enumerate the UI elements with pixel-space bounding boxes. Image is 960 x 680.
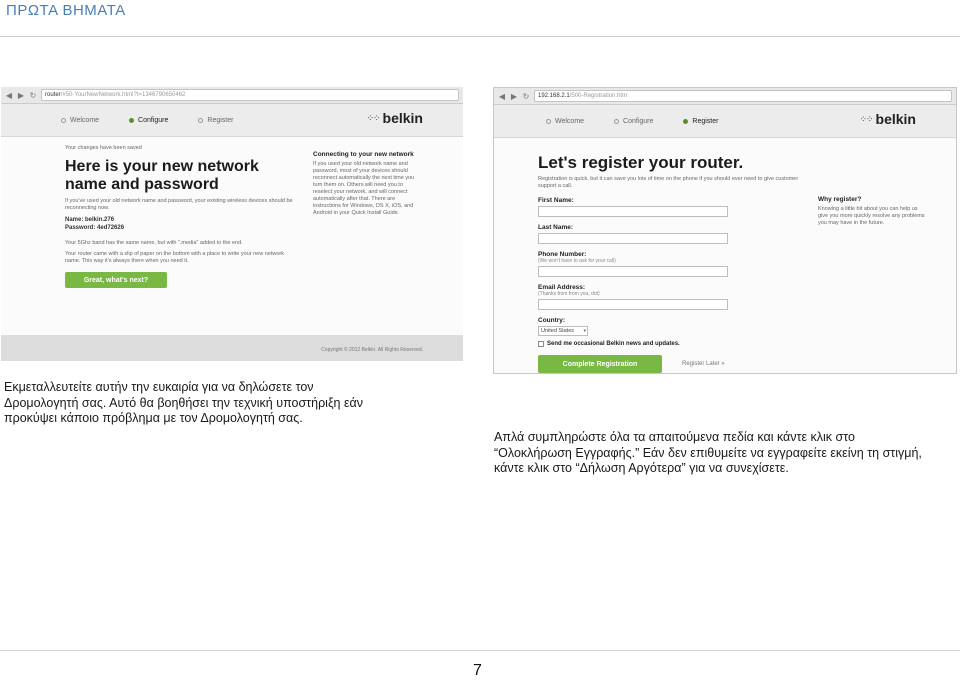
whats-next-button[interactable]: Great, what's next? [65, 272, 167, 288]
saved-notice: Your changes have been saved [65, 145, 142, 151]
intro-text: If you've used your old network name and password, your existing wireless devices should be reconnecting now. [65, 198, 293, 211]
country-select[interactable]: United States ▾ [538, 326, 588, 336]
caption-right: Απλά συμπληρώστε όλα τα απαιτούμενα πεδία και κάντε κλικ στο “Ολοκλήρωση Εγγραφής.” Εάν δεν επιθυμείτε να εγγραφείτε εκείνη τη στιγμή, κάντε κλικ στο “Δήλωση Αργότερα” για να συνεχίσετε. [494, 430, 922, 475]
register-intro: Registration is quick, but it can save you lots of time on the phone if you should ever need to give customer support a call. [538, 176, 799, 189]
reload-icon: ↻ [29, 90, 37, 100]
first-name-field[interactable] [538, 206, 728, 217]
register-actions [538, 355, 956, 373]
network-password: Password: 4ed72626 [65, 225, 125, 231]
page-number: 7 [473, 662, 482, 679]
address-bar: router/#50-YourNewNetwork.html?t=1346790650462 [41, 89, 459, 101]
email-label: Email Address: [538, 284, 586, 291]
step-register: Register [198, 117, 233, 124]
step-register: Register [683, 118, 718, 125]
email-field[interactable] [538, 299, 728, 310]
reload-icon: ↻ [522, 91, 530, 101]
note-card: Your router came with a slip of paper on the bottom with a place to write your new network name. This way it's always there when you need it. [65, 251, 284, 264]
phone-hint: (We won't have to ask for your call) [538, 258, 616, 264]
step-welcome: Welcome [61, 117, 99, 124]
phone-field[interactable] [538, 266, 728, 277]
back-icon: ◀ [498, 91, 506, 101]
forward-icon: ▶ [510, 91, 518, 101]
step-configure: Configure [614, 118, 653, 125]
connect-sidebar: Connecting to your new network If you used your old network name and password, most of your devices should reconnect automatically the next time you turn them on. Others will need you to reselect your network, and will connect automatically after that. There are instructions for Windows, OS X, iOS, and Android in your Quick Install Guide. [313, 151, 415, 216]
first-name-label: First Name: [538, 197, 574, 204]
belkin-logo: ⁘⁘ belkin [859, 111, 916, 127]
complete-registration-button[interactable]: Complete Registration [538, 355, 662, 373]
footer-divider [0, 650, 960, 651]
copyright: Copyright © 2012 Belkin. All Rights Reserved. [321, 347, 423, 353]
newsletter-checkbox[interactable] [538, 341, 544, 347]
newsletter-checkbox-row[interactable]: Send me occasional Belkin news and updates. [538, 341, 956, 347]
screenshot-register [493, 87, 957, 374]
footer-band [1, 335, 463, 361]
caption-left: Εκμεταλλευτείτε αυτήν την ευκαιρία για να δηλώσετε τον Δρομολογητή σας. Αυτό θα βοηθήσει την τεχνική υποστήριξη εάν προκύψει κάποιο πρόβλημα με τον Δρομολογητή σας. [4, 380, 364, 425]
last-name-field[interactable] [538, 233, 728, 244]
last-name-label: Last Name: [538, 224, 574, 231]
configure-content [1, 137, 463, 352]
browser-toolbar [494, 88, 956, 105]
wizard-steps [1, 104, 463, 137]
step-configure: Configure [129, 117, 168, 124]
page-header: ΠΡΩΤΑ ΒΗΜΑΤΑ [6, 2, 126, 19]
address-bar: 192.168.2.1/500-Registration.htm [534, 90, 952, 102]
network-title: Here is your new network name and password [65, 158, 259, 193]
why-register-sidebar: Why register? Knowing a little bit about you can help us give you more quickly resolve any problems you may have in the future. [818, 196, 925, 226]
back-icon: ◀ [5, 90, 13, 100]
phone-label: Phone Number: [538, 251, 587, 258]
forward-icon: ▶ [17, 90, 25, 100]
wizard-steps [494, 105, 956, 138]
header-divider [0, 36, 960, 37]
step-welcome: Welcome [546, 118, 584, 125]
chevron-down-icon: ▾ [583, 328, 586, 334]
screenshot-configure [1, 87, 463, 361]
network-name: Name: belkin.276 [65, 217, 115, 223]
country-label: Country: [538, 317, 566, 324]
email-hint: (Thanks from from you, dot) [538, 291, 600, 297]
register-title: Let's register your router. [538, 153, 744, 172]
browser-toolbar [1, 87, 463, 104]
register-later-link[interactable]: Register Later » [682, 361, 725, 367]
belkin-logo: ⁘⁘ belkin [366, 110, 423, 126]
note-5ghz: Your 5Ghz band has the same name, but with ".media" added to the end. [65, 240, 243, 246]
register-content [494, 138, 956, 374]
